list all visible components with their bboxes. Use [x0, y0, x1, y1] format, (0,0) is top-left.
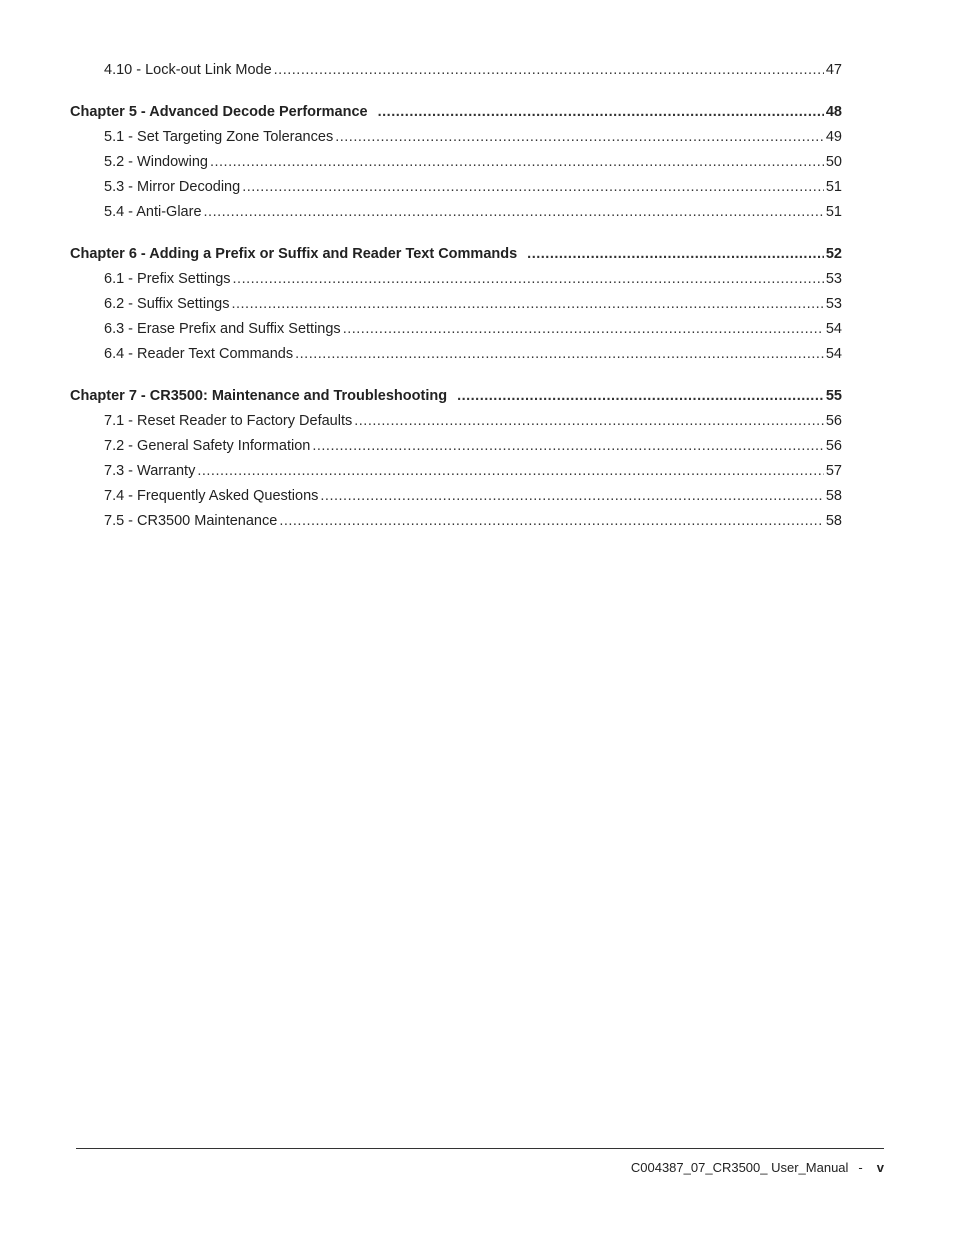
toc-section-entry[interactable] — [70, 484, 842, 509]
toc-dot-leader — [320, 484, 823, 509]
footer-document-id: C004387_07_CR3500_ User_Manual — [630, 1160, 849, 1175]
toc-section-entry[interactable] — [70, 459, 842, 484]
toc-dot-leader — [274, 58, 824, 83]
toc-section-entry[interactable] — [70, 150, 842, 175]
toc-dot-leader — [378, 100, 824, 125]
toc-entry-page-number: 54 — [825, 346, 842, 362]
toc-entry-title: 7.2 - General Safety Information — [104, 438, 311, 454]
toc-dot-leader — [242, 175, 824, 200]
toc-dot-leader — [279, 509, 824, 534]
toc-dot-leader — [233, 267, 824, 292]
toc-entry-title: 5.3 - Mirror Decoding — [104, 179, 241, 195]
toc-entry-title: 5.1 - Set Targeting Zone Tolerances — [104, 129, 334, 145]
toc-dot-leader — [295, 342, 824, 367]
toc-entry-page-number: 58 — [825, 513, 842, 529]
toc-entry-page-number: 53 — [825, 271, 842, 287]
toc-section-entry[interactable] — [70, 125, 842, 150]
footer-divider — [76, 1148, 884, 1149]
toc-entry-page-number: 56 — [825, 438, 842, 454]
toc-dot-leader — [197, 459, 824, 484]
toc-section-entry[interactable] — [70, 292, 842, 317]
toc-entry-page-number: 56 — [825, 413, 842, 429]
toc-entry-page-number: 48 — [825, 104, 842, 120]
footer-page-number: v — [876, 1160, 884, 1175]
toc-dot-leader — [335, 125, 824, 150]
toc-entry-title: 6.2 - Suffix Settings — [104, 296, 230, 312]
toc-entry-title: 7.5 - CR3500 Maintenance — [104, 513, 278, 529]
toc-entry-title: 6.3 - Erase Prefix and Suffix Settings — [104, 321, 341, 337]
toc-dot-leader — [210, 150, 824, 175]
toc-entry-page-number: 51 — [825, 204, 842, 220]
toc-entry-title: Chapter 7 - CR3500: Maintenance and Troubleshooting — [70, 388, 448, 404]
toc-section-entry[interactable] — [70, 267, 842, 292]
toc-entry-title: 7.4 - Frequently Asked Questions — [104, 488, 319, 504]
toc-section-entry[interactable] — [70, 200, 842, 225]
toc-entry-title: 5.2 - Windowing — [104, 154, 208, 170]
toc-section-entry[interactable] — [70, 58, 842, 83]
toc-entry-title: 5.4 - Anti-Glare — [104, 204, 202, 220]
table-of-contents — [70, 58, 842, 534]
footer-separator: - — [858, 1160, 863, 1175]
toc-section-entry[interactable] — [70, 409, 842, 434]
toc-entry-page-number: 47 — [825, 62, 842, 78]
toc-chapter-entry[interactable] — [70, 384, 842, 409]
toc-dot-leader — [343, 317, 824, 342]
toc-entry-title: 7.3 - Warranty — [104, 463, 196, 479]
toc-entry-page-number: 55 — [825, 388, 842, 404]
toc-entry-title: 6.1 - Prefix Settings — [104, 271, 231, 287]
toc-dot-leader — [312, 434, 824, 459]
toc-entry-page-number: 50 — [825, 154, 842, 170]
toc-dot-leader — [204, 200, 824, 225]
toc-entry-title: Chapter 5 - Advanced Decode Performance — [70, 104, 368, 120]
toc-entry-page-number: 51 — [825, 179, 842, 195]
toc-section-entry[interactable] — [70, 342, 842, 367]
toc-entry-page-number: 58 — [825, 488, 842, 504]
toc-entry-title: 4.10 - Lock-out Link Mode — [104, 62, 272, 78]
toc-section-entry[interactable] — [70, 434, 842, 459]
toc-entry-page-number: 57 — [825, 463, 842, 479]
toc-entry-page-number: 53 — [825, 296, 842, 312]
toc-dot-leader — [457, 384, 824, 409]
toc-entry-page-number: 54 — [825, 321, 842, 337]
toc-dot-leader — [354, 409, 824, 434]
toc-chapter-entry[interactable] — [70, 100, 842, 125]
toc-dot-leader — [231, 292, 823, 317]
toc-entry-page-number: 49 — [825, 129, 842, 145]
toc-section-entry[interactable] — [70, 317, 842, 342]
page-footer — [631, 1160, 884, 1175]
toc-section-entry[interactable] — [70, 509, 842, 534]
toc-chapter-entry[interactable] — [70, 242, 842, 267]
toc-entry-title: 6.4 - Reader Text Commands — [104, 346, 294, 362]
toc-entry-title: 7.1 - Reset Reader to Factory Defaults — [104, 413, 353, 429]
toc-entry-page-number: 52 — [825, 246, 842, 262]
toc-section-entry[interactable] — [70, 175, 842, 200]
toc-entry-title: Chapter 6 - Adding a Prefix or Suffix and Reader Text Commands — [70, 246, 518, 262]
toc-dot-leader — [527, 242, 824, 267]
